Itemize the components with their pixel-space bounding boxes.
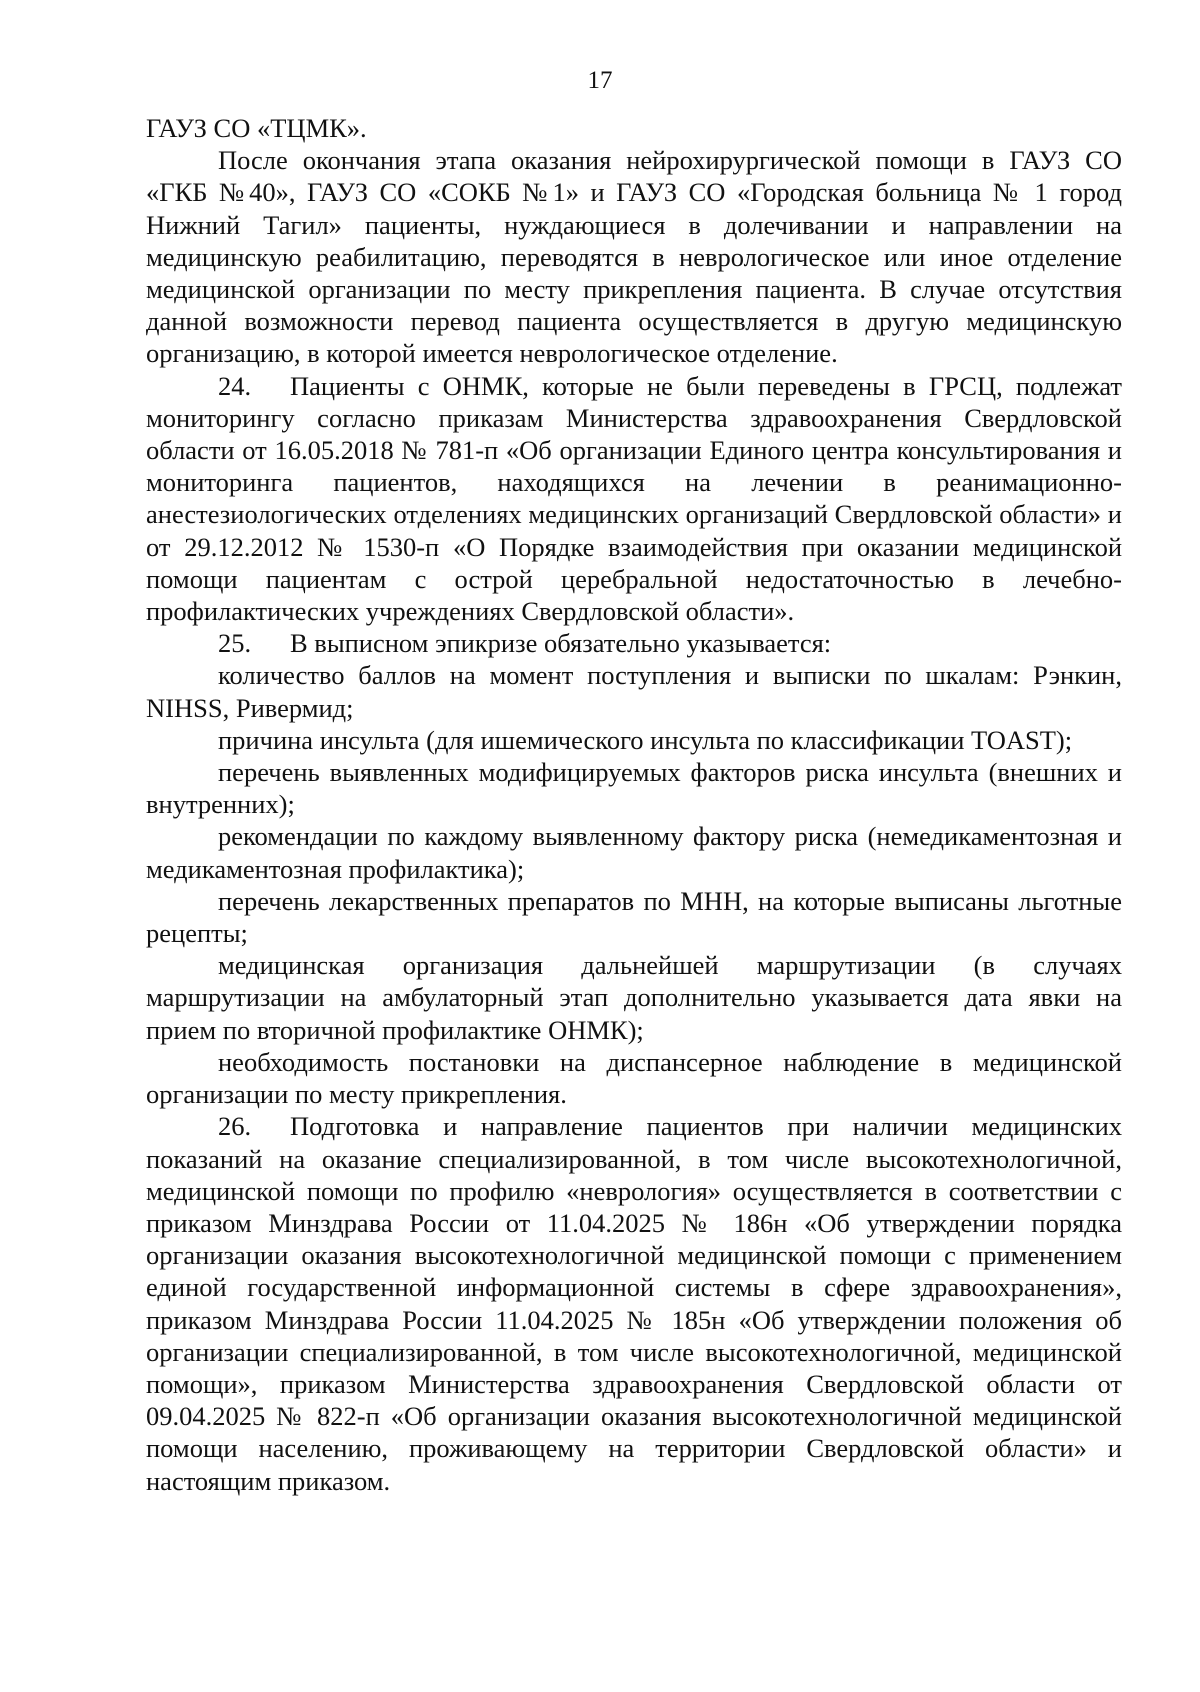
clause-number: 26. [218,1111,252,1142]
clause-text: Подготовка и направление пациентов при наличии медицинских показаний на оказание специализированной, в том числе высокотехнологичной, медицинской помощи по профилю «неврология» осуществляется в соответствии с приказом Минздрава России от 11.04.2025 № 186н «Об утверждении порядка организации оказания высокотехнологичной медицинской помощи с применением единой государственной информационной системы в сфере здравоохранения», приказом Минздрава России 11.04.2025 № 185н «Об утверждении положения об организации специализированной, в том числе высокотехнологичной, медицинской помощи», приказом Министерства здравоохранения Свердловской области от 09.04.2025 № 822-п «Об организации оказания высокотехнологичной медицинской помощи населению, проживающему на территории Свердловской области» и настоящим приказом. [146,1111,1122,1496]
clause-number: 25. [218,628,252,659]
document-body [146,112,1122,1497]
list-item-scores: количество баллов на момент поступления и выписки по шкалам: Рэнкин, NIHSS, Ривермид; [146,660,1122,723]
clause-text: Пациенты с ОНМК, которые не были переведены в ГРСЦ, подлежат мониторингу согласно приказам Министерства здравоохранения Свердловской области от 16.05.2018 № 781-п «Об организации Единого центра консультирования и мониторинга пациентов, находящихся на лечении в реанимационно-анестезиологических отделениях медицинских организаций Свердловской области» и от 29.12.2012 № 1530-п «О Порядке взаимодействия при оказании медицинской помощи пациентам с острой церебральной недостаточностью в лечебно-профилактических учреждениях Свердловской области». [146,370,1122,627]
list-item-stroke-cause: причина инсульта (для ишемического инсульта по классификации TOAST); [218,724,1073,755]
clause-24 [146,370,1122,628]
list-item-recommendations: рекомендации по каждому выявленному фактору риска (немедикаментозная и медикаментозная профилактика); [146,821,1122,884]
paragraph-continuation: ГАУЗ СО «ТЦМК». [146,113,367,143]
clause-25 [146,627,1122,659]
clause-number: 24. [218,370,252,401]
list-item-risk-factors: перечень выявленных модифицируемых факторов риска инсульта (внешних и внутренних); [146,757,1122,820]
paragraph-neurosurgery-transfer: После окончания этапа оказания нейрохирургической помощи в ГАУЗ СО «ГКБ №40», ГАУЗ СО «СОКБ №1» и ГАУЗ СО «Городская больница № 1 город Нижний Тагил» пациенты, нуждающиеся в долечивании и направлении на медицинскую реабилитацию, переводятся в неврологическое или иное отделение медицинской организации по месту прикрепления пациента. В случае отсутствия данной возможности перевод пациента осуществляется в другую медицинскую организацию, в которой имеется неврологическое отделение. [146,145,1122,369]
clause-text: В выписном эпикризе обязательно указывается: [290,628,832,659]
clause-26 [146,1110,1122,1496]
list-item-routing: медицинская организация дальнейшей маршрутизации (в случаях маршрутизации на амбулаторный этап дополнительно указывается дата явки на прием по вторичной профилактике ОНМК); [146,950,1122,1045]
page-number: 17 [587,67,613,94]
list-item-medications: перечень лекарственных препаратов по МНН, на которые выписаны льготные рецепты; [146,885,1122,949]
list-item-dispensary: необходимость постановки на диспансерное наблюдение в медицинской организации по месту прикрепления. [146,1046,1122,1110]
